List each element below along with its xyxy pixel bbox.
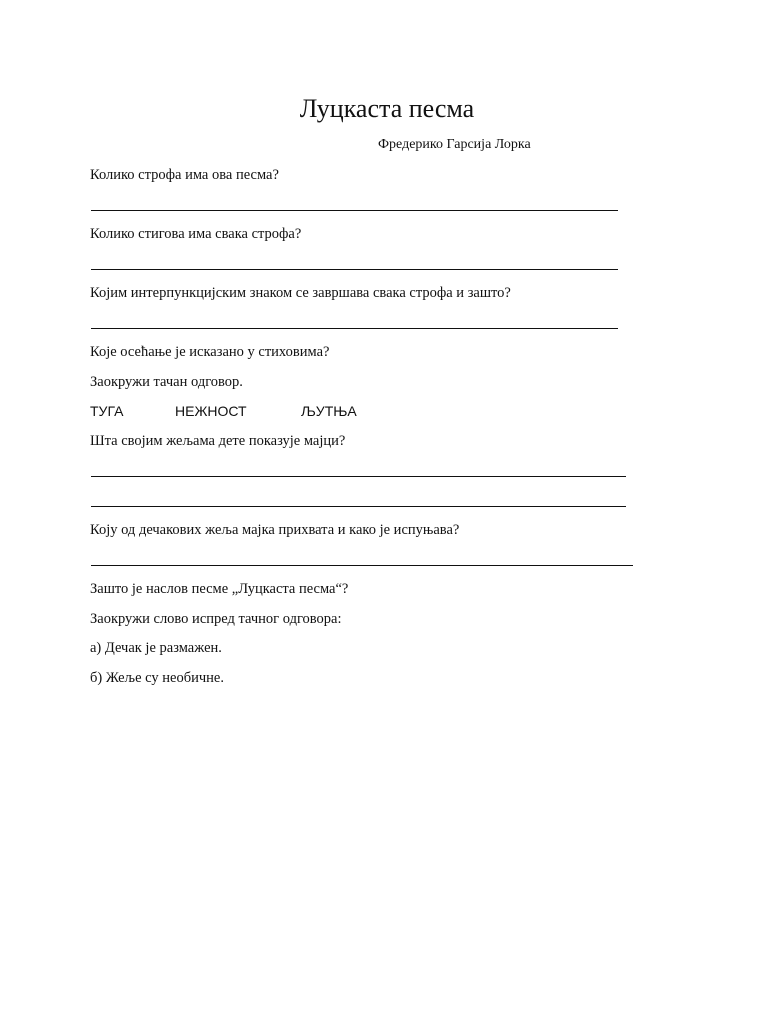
answer-line-5a[interactable] — [91, 476, 626, 477]
option-nezhnost[interactable]: НЕЖНОСТ — [175, 403, 247, 419]
question-1: Колико строфа има ова песма? — [90, 167, 279, 183]
instruction-circle-letter: Заокружи слово испред тачног одговора: — [90, 611, 342, 627]
option-ljutnja[interactable]: ЉУТЊА — [301, 403, 357, 419]
question-7: Зашто је наслов песме „Луцкаста песма“? — [90, 581, 349, 597]
question-2: Колико стигова има свака строфа? — [90, 226, 302, 242]
question-4: Које осећање је исказано у стиховима? — [90, 344, 330, 360]
answer-option-b[interactable]: б) Жеље су необичне. — [90, 670, 224, 686]
option-tuga[interactable]: ТУГА — [90, 403, 124, 419]
page-title: Луцкаста песма — [299, 94, 475, 123]
answer-line-5b[interactable] — [91, 506, 626, 507]
answer-option-a[interactable]: а) Дечак је размажен. — [90, 640, 222, 656]
question-3: Којим интерпункцијским знаком се завршава свака строфа и зашто? — [90, 285, 511, 301]
instruction-circle-answer: Заокружи тачан одговор. — [90, 374, 243, 390]
question-5: Шта својим жељама дете показује мајци? — [90, 433, 346, 449]
answer-line-1[interactable] — [91, 210, 618, 211]
answer-line-3[interactable] — [91, 328, 618, 329]
author-name: Фредерико Гарсија Лорка — [378, 137, 531, 152]
question-6: Коју од дечакових жеља мајка прихвата и како је испуњава? — [90, 522, 460, 538]
answer-line-6[interactable] — [91, 565, 633, 566]
answer-line-2[interactable] — [91, 269, 618, 270]
